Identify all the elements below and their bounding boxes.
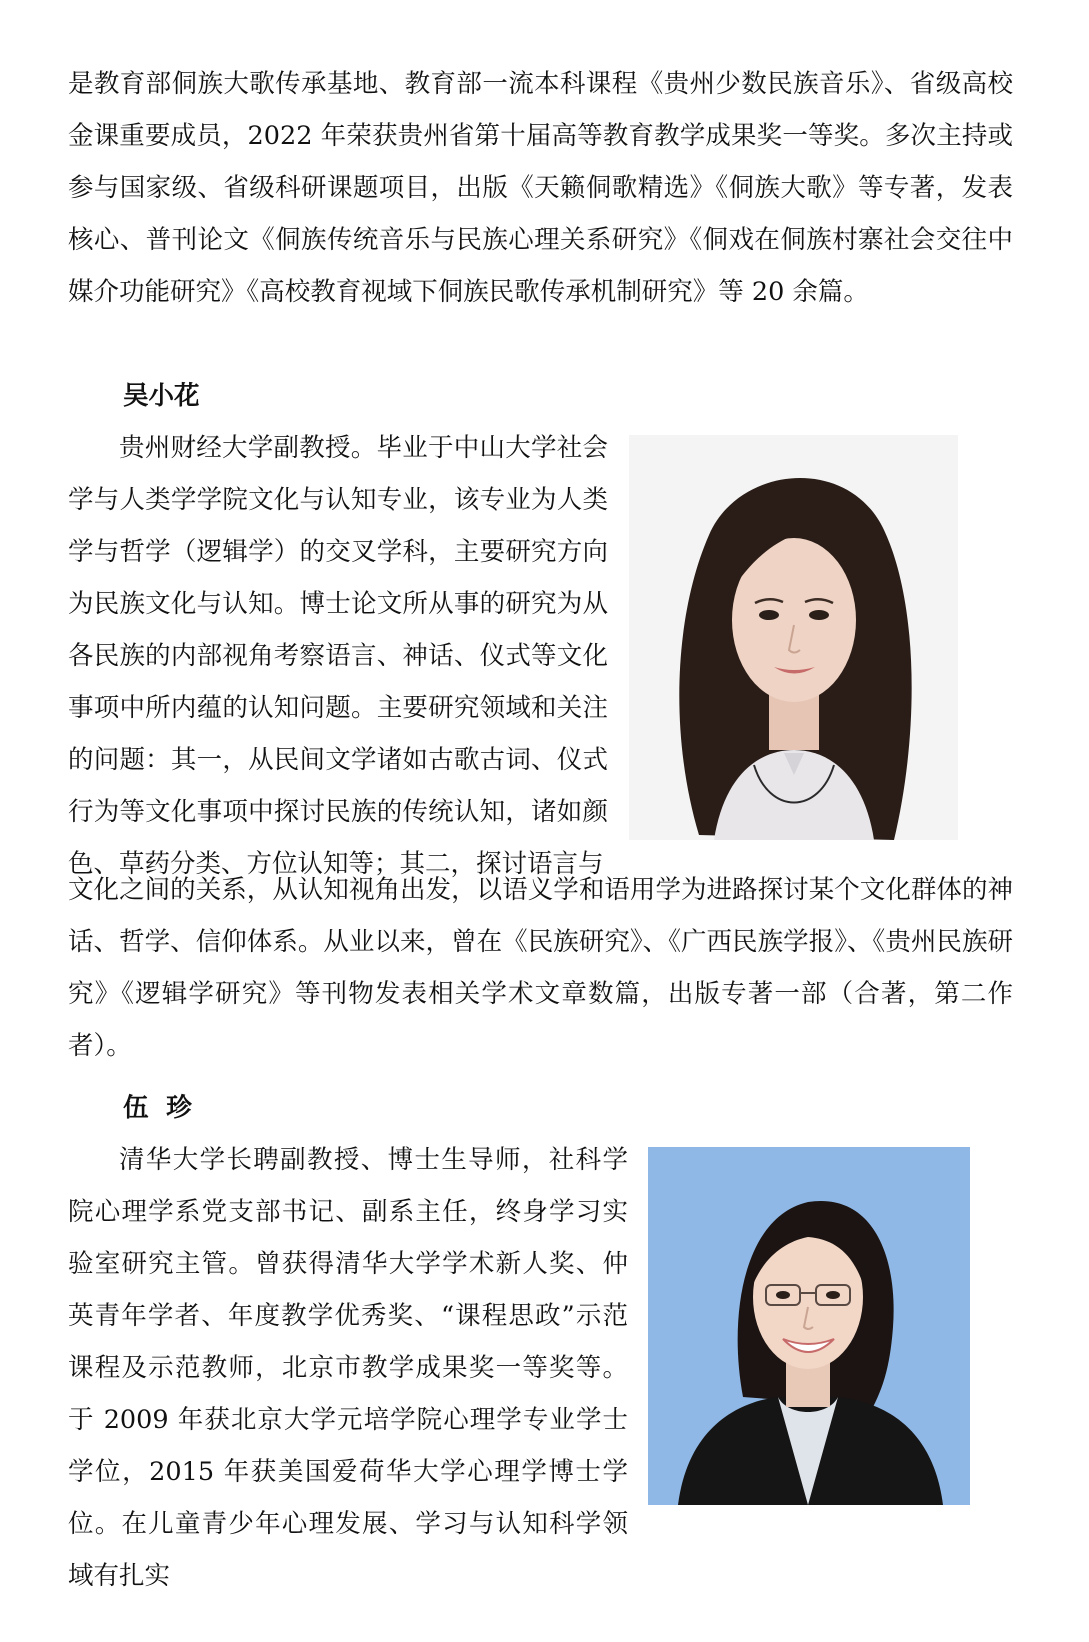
person2-bio-wrapped: 清华大学长聘副教授、博士生导师，社科学院心理学系党支部书记、副系主任，终身学习实验室研究主管。曾获得清华大学学术新人奖、仲英青年学者、年度教学优秀奖、“课程思政”示范课程及示范教师，北京市教学成果奖一等奖等。于 2009 年获北京大学元培学院心理学专业学士学位，2015 年获美国爱荷华大学心理学博士学位。在儿童青少年心理发展、学习与认知科学领域有扎实 <box>68 1145 628 1591</box>
person2-name: 伍 珍 <box>123 1093 192 1123</box>
person1-portrait-photo <box>629 435 958 840</box>
portrait-woman-1-icon <box>629 435 958 840</box>
person2-portrait-photo <box>648 1147 970 1505</box>
person1-bio-continued: 文化之间的关系，从认知视角出发，以语义学和语用学为进路探讨某个文化群体的神话、哲学、信仰体系。从业以来，曾在《民族研究》、《广西民族学报》、《贵州民族研究》《逻辑学研究》等刊物发表相关学术文章数篇，出版专著一部（合著，第二作者）。 <box>68 875 1013 1061</box>
portrait-woman-2-icon <box>648 1147 970 1505</box>
intro-paragraph: 是教育部侗族大歌传承基地、教育部一流本科课程《贵州少数民族音乐》、省级高校金课重要成员，2022 年荣获贵州省第十届高等教育教学成果奖一等奖。多次主持或参与国家级、省级科研课题项目，出版《天籁侗歌精选》《侗族大歌》等专著，发表核心、普刊论文《侗族传统音乐与民族心理关系研究》《侗戏在侗族村寨社会交往中媒介功能研究》《高校教育视域下侗族民歌传承机制研究》等 20 余篇。 <box>68 69 1013 307</box>
person1-name: 吴小花 <box>123 381 200 411</box>
person1-bio-wrapped: 贵州财经大学副教授。毕业于中山大学社会学与人类学学院文化与认知专业，该专业为人类学与哲学（逻辑学）的交叉学科，主要研究方向为民族文化与认知。博士论文所从事的研究为从各民族的内部视角考察语言、神话、仪式等文化事项中所内蕴的认知问题。主要研究领域和关注的问题：其一，从民间文学诸如古歌古词、仪式行为等文化事项中探讨民族的传统认知，诸如颜色、草药分类、方位认知等；其二，探讨语言与 <box>68 433 608 879</box>
